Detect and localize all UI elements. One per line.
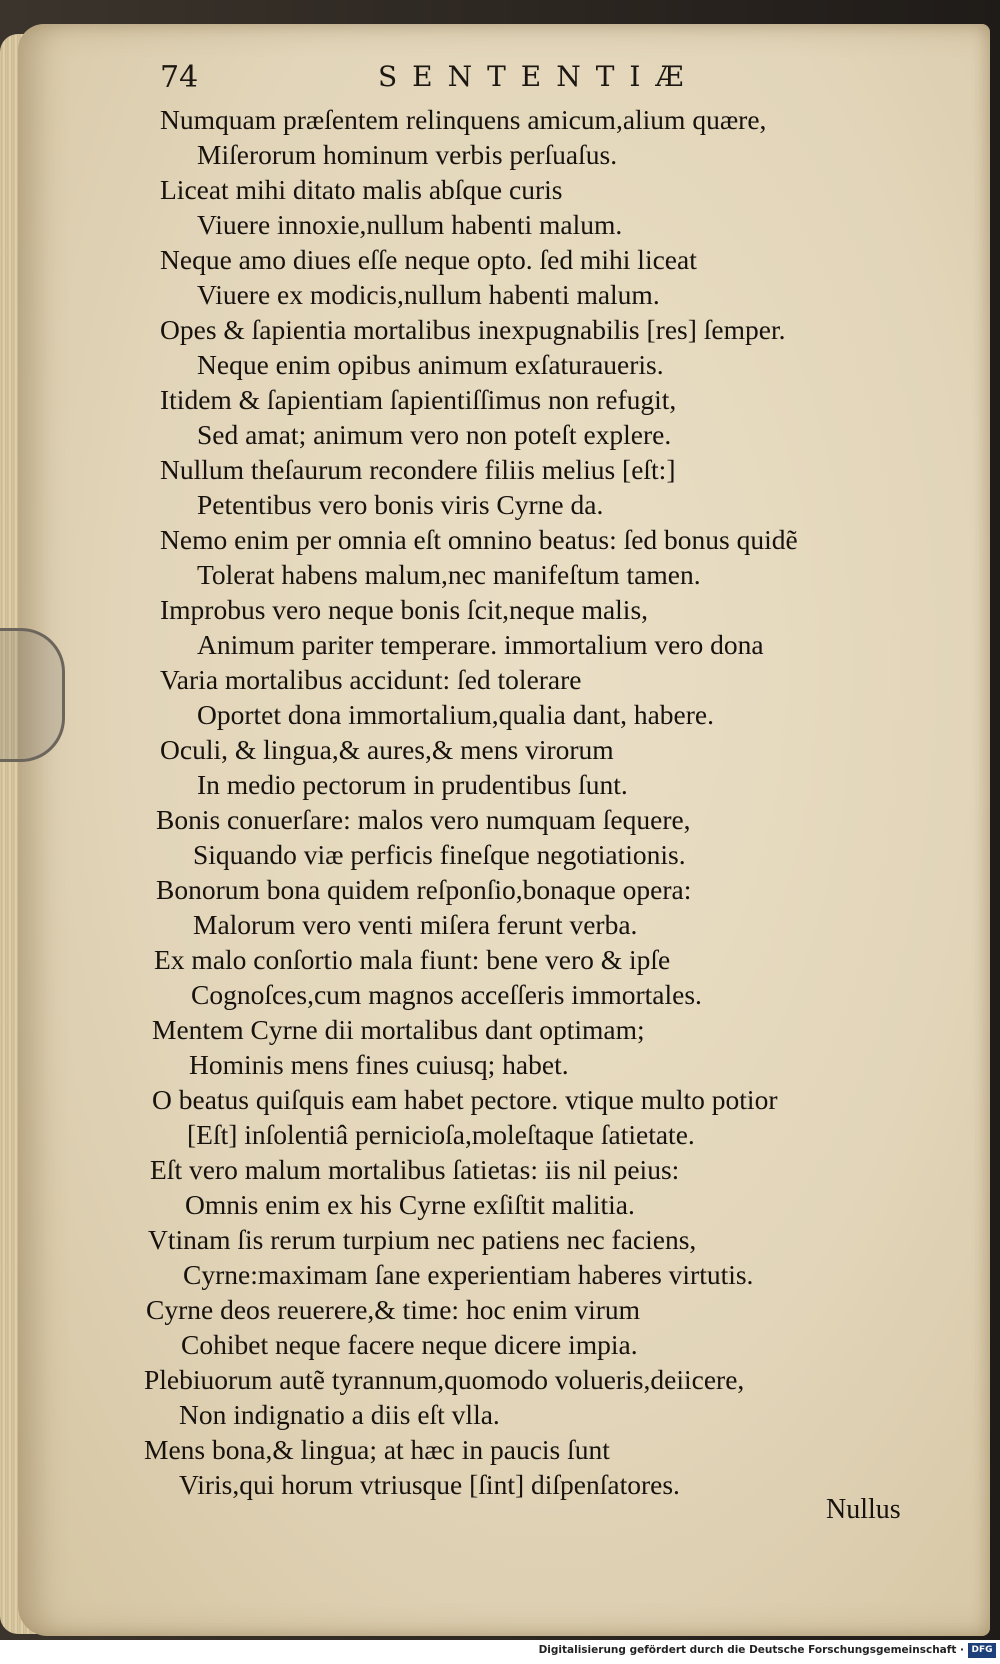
- verse-line: Plebiuorum autẽ tyrannum,quomodo volueris,deiicere,: [144, 1364, 745, 1395]
- verse-line: Non indignatio a diis eſt vlla.: [179, 1399, 500, 1430]
- verse-line: Viuere innoxie,nullum habenti malum.: [197, 209, 623, 240]
- verse-line: Nemo enim per omnia eſt omnino beatus: ſed bonus quidẽ: [160, 524, 798, 555]
- verse-line: Hominis mens fines cuiusq; habet.: [189, 1049, 569, 1080]
- verse-line: Malorum vero venti miſera ferunt verba.: [193, 909, 638, 940]
- running-title: SENTENTIÆ: [378, 60, 699, 93]
- verse-line: Liceat mihi ditato malis abſque curis: [160, 174, 563, 205]
- dfg-logo: DFG: [968, 1643, 996, 1658]
- verse-line: Neque amo diues eſſe neque opto. ſed mihi liceat: [160, 244, 697, 275]
- verse-line: Animum pariter temperare. immortalium vero dona: [197, 629, 764, 660]
- verse-line: Siquando viæ perficis fineſque negotiationis.: [193, 839, 686, 870]
- verse-line: In medio pectorum in prudentibus ſunt.: [197, 769, 628, 800]
- verse-line: Tolerat habens malum,nec manifeſtum tamen.: [197, 559, 701, 590]
- verse-line: Oportet dona immortalium,qualia dant, habere.: [197, 699, 714, 730]
- verse-line: Omnis enim ex his Cyrne exſiſtit malitia.: [185, 1189, 635, 1220]
- verse-line: [Eſt] inſolentiâ pernicioſa,moleſtaque ſatietate.: [187, 1119, 695, 1150]
- verse-line: Cognoſces,cum magnos acceſſeris immortales.: [191, 979, 702, 1010]
- verse-line: Ex malo conſortio mala fiunt: bene vero & ipſe: [154, 944, 671, 975]
- digitization-credit: Digitalisierung gefördert durch die Deutsche Forschungsgemeinschaft ·: [538, 1644, 964, 1656]
- verse-line: Mens bona,& lingua; at hæc in paucis ſunt: [144, 1434, 610, 1465]
- verse-line: Miſerorum hominum verbis perſuaſus.: [197, 139, 618, 170]
- verse-line: Neque enim opibus animum exſaturaueris.: [197, 349, 664, 380]
- page-header: [0, 60, 1000, 100]
- verse-line: Bonis conuerſare: malos vero numquam ſequere,: [156, 804, 691, 835]
- verse-line: Numquam præſentem relinquens amicum,alium quære,: [160, 104, 767, 135]
- verse-line: Eſt vero malum mortalibus ſatietas: iis nil peius:: [150, 1154, 680, 1185]
- verse-line: Bonorum bona quidem reſponſio,bonaque opera:: [156, 874, 692, 905]
- verse-line: Cyrne deos reuerere,& time: hoc enim virum: [146, 1294, 641, 1325]
- catchword: Nullus: [826, 1494, 901, 1525]
- verse-line: Sed amat; animum vero non poteſt explere.: [197, 419, 672, 450]
- verse-line: Improbus vero neque bonis ſcit,neque malis,: [160, 594, 649, 625]
- verse-line: Itidem & ſapientiam ſapientiſſimus non refugit,: [160, 384, 677, 415]
- verse-line: Oculi, & lingua,& aures,& mens virorum: [160, 734, 614, 765]
- verse-line: O beatus quiſquis eam habet pectore. vtique multo potior: [152, 1084, 778, 1115]
- verse-line: Opes & ſapientia mortalibus inexpugnabilis [res] ſemper.: [160, 314, 786, 345]
- page-number: 74: [160, 60, 199, 95]
- verse-line: Vtinam ſis rerum turpium nec patiens nec faciens,: [148, 1224, 697, 1255]
- verse-line: Viuere ex modicis,nullum habenti malum.: [197, 279, 660, 310]
- page-clasp: [0, 628, 65, 762]
- verse-line: Varia mortalibus accidunt: ſed tolerare: [160, 664, 582, 695]
- verse-line: Nullum theſaurum recondere filiis melius [eſt:]: [160, 454, 676, 485]
- verse-line: Viris,qui horum vtriusque [ſint] diſpenſatores.: [179, 1469, 680, 1500]
- verse-line: Petentibus vero bonis viris Cyrne da.: [197, 489, 604, 520]
- digitization-credit-bar: [0, 1640, 1000, 1664]
- verse-line: Mentem Cyrne dii mortalibus dant optimam;: [152, 1014, 645, 1045]
- verse-line: Cyrne:maximam ſane experientiam haberes virtutis.: [183, 1259, 754, 1290]
- verse-line: Cohibet neque facere neque dicere impia.: [181, 1329, 638, 1360]
